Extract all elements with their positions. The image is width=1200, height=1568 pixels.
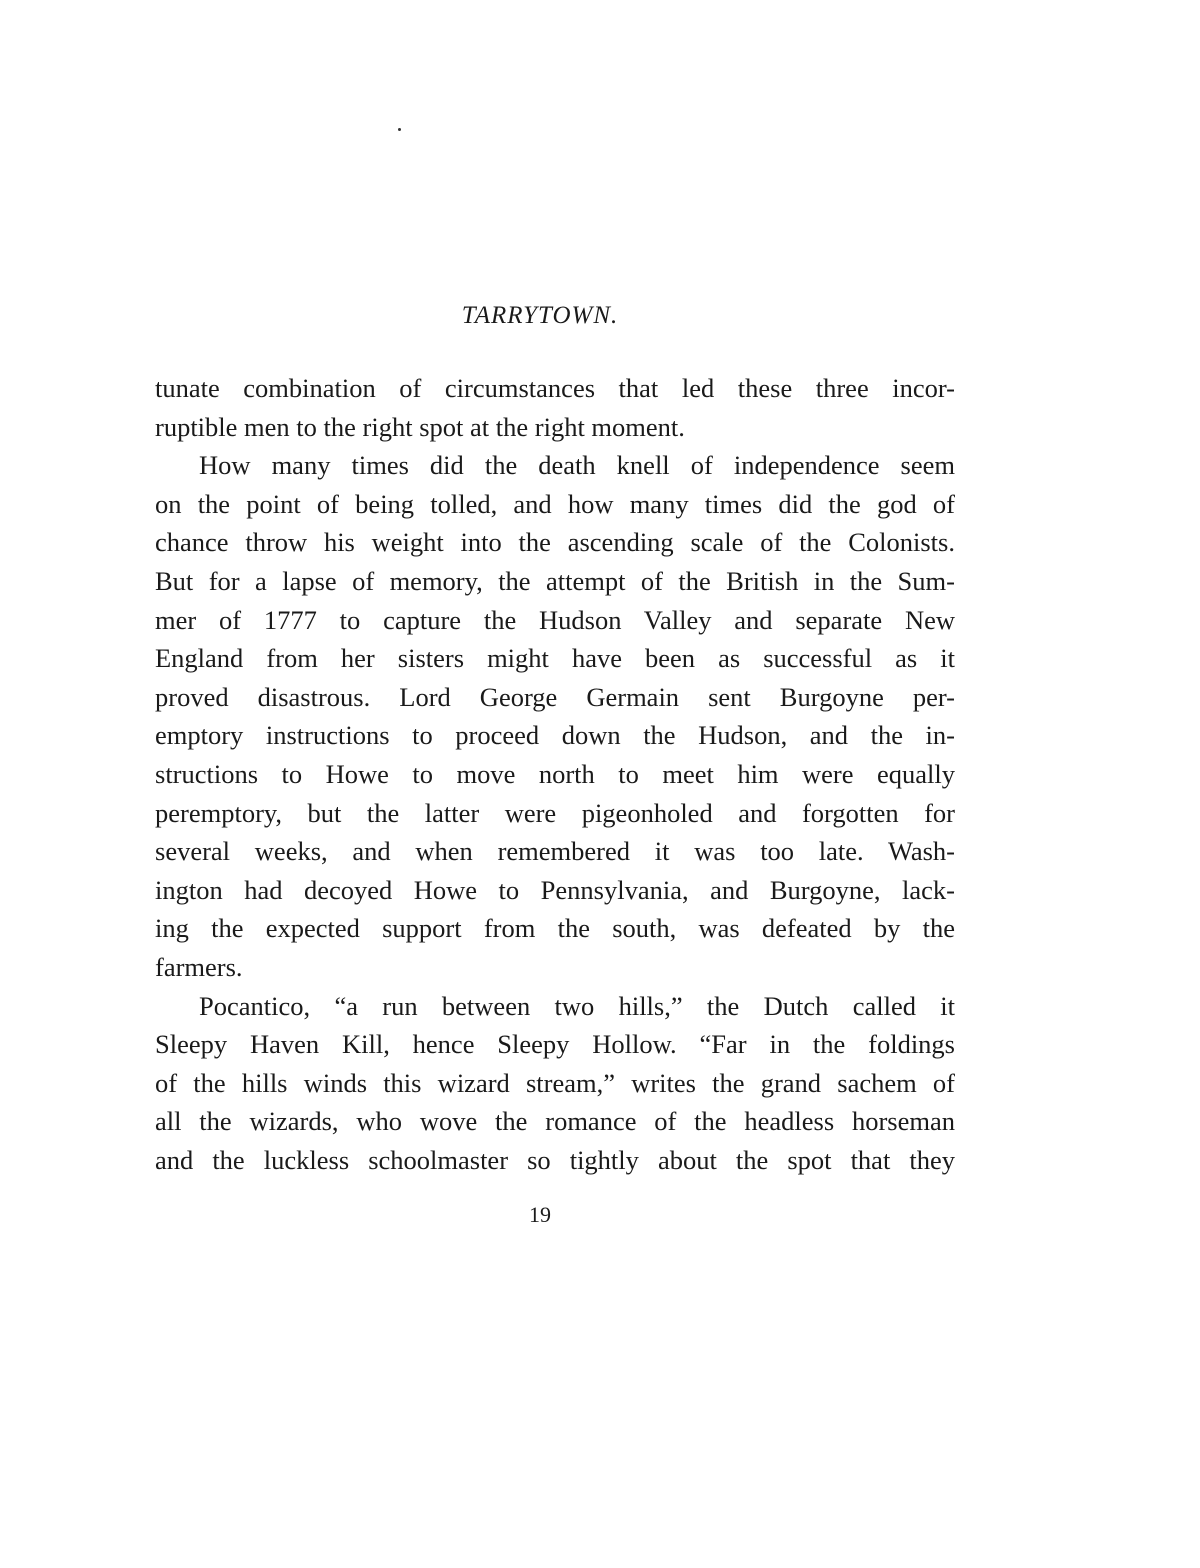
body-text (155, 369, 955, 1179)
scan-speck (398, 128, 401, 131)
paragraph (155, 446, 955, 986)
text-line: Sleepy Haven Kill, hence Sleepy Hollow. “Far in the foldings (155, 1029, 955, 1060)
text-line: structions to Howe to move north to meet him were equally (155, 758, 955, 789)
page-number: 19 (529, 1202, 551, 1227)
text-line: tunate combination of circumstances that led these three incor- (155, 373, 955, 403)
text-line: emptory instructions to proceed down the Hudson, and the in- (155, 720, 955, 751)
text-line: several weeks, and when remembered it was too late. Wash- (155, 836, 955, 867)
running-head: TARRYTOWN. (461, 302, 619, 329)
text-line: all the wizards, who wove the romance of the headless horseman (155, 1106, 955, 1137)
text-line: chance throw his weight into the ascending scale of the Colonists. (155, 527, 955, 558)
text-line: England from her sisters might have been as successful as it (155, 643, 955, 674)
paragraph (155, 987, 955, 1180)
text-line: proved disastrous. Lord George Germain sent Burgoyne per- (155, 681, 955, 712)
text-line: and the luckless schoolmaster so tightly about the spot that they (155, 1144, 955, 1175)
text-line: on the point of being tolled, and how many times did the god of (155, 488, 955, 519)
text-line: farmers. (155, 951, 243, 982)
text-line: ing the expected support from the south, was defeated by the (155, 913, 955, 944)
text-line: ington had decoyed Howe to Pennsylvania, and Burgoyne, lack- (155, 874, 955, 905)
text-line: ruptible men to the right spot at the right moment. (155, 411, 685, 442)
text-line: How many times did the death knell of independence seem (199, 450, 955, 481)
text-line: But for a lapse of memory, the attempt of the British in the Sum- (155, 565, 955, 596)
paragraph (155, 369, 955, 446)
text-line: peremptory, but the latter were pigeonholed and forgotten for (155, 797, 955, 828)
text-line: of the hills winds this wizard stream,” writes the grand sachem of (155, 1067, 955, 1098)
text-line: Pocantico, “a run between two hills,” the Dutch called it (199, 990, 955, 1021)
text-line: mer of 1777 to capture the Hudson Valley and separate New (155, 604, 955, 635)
